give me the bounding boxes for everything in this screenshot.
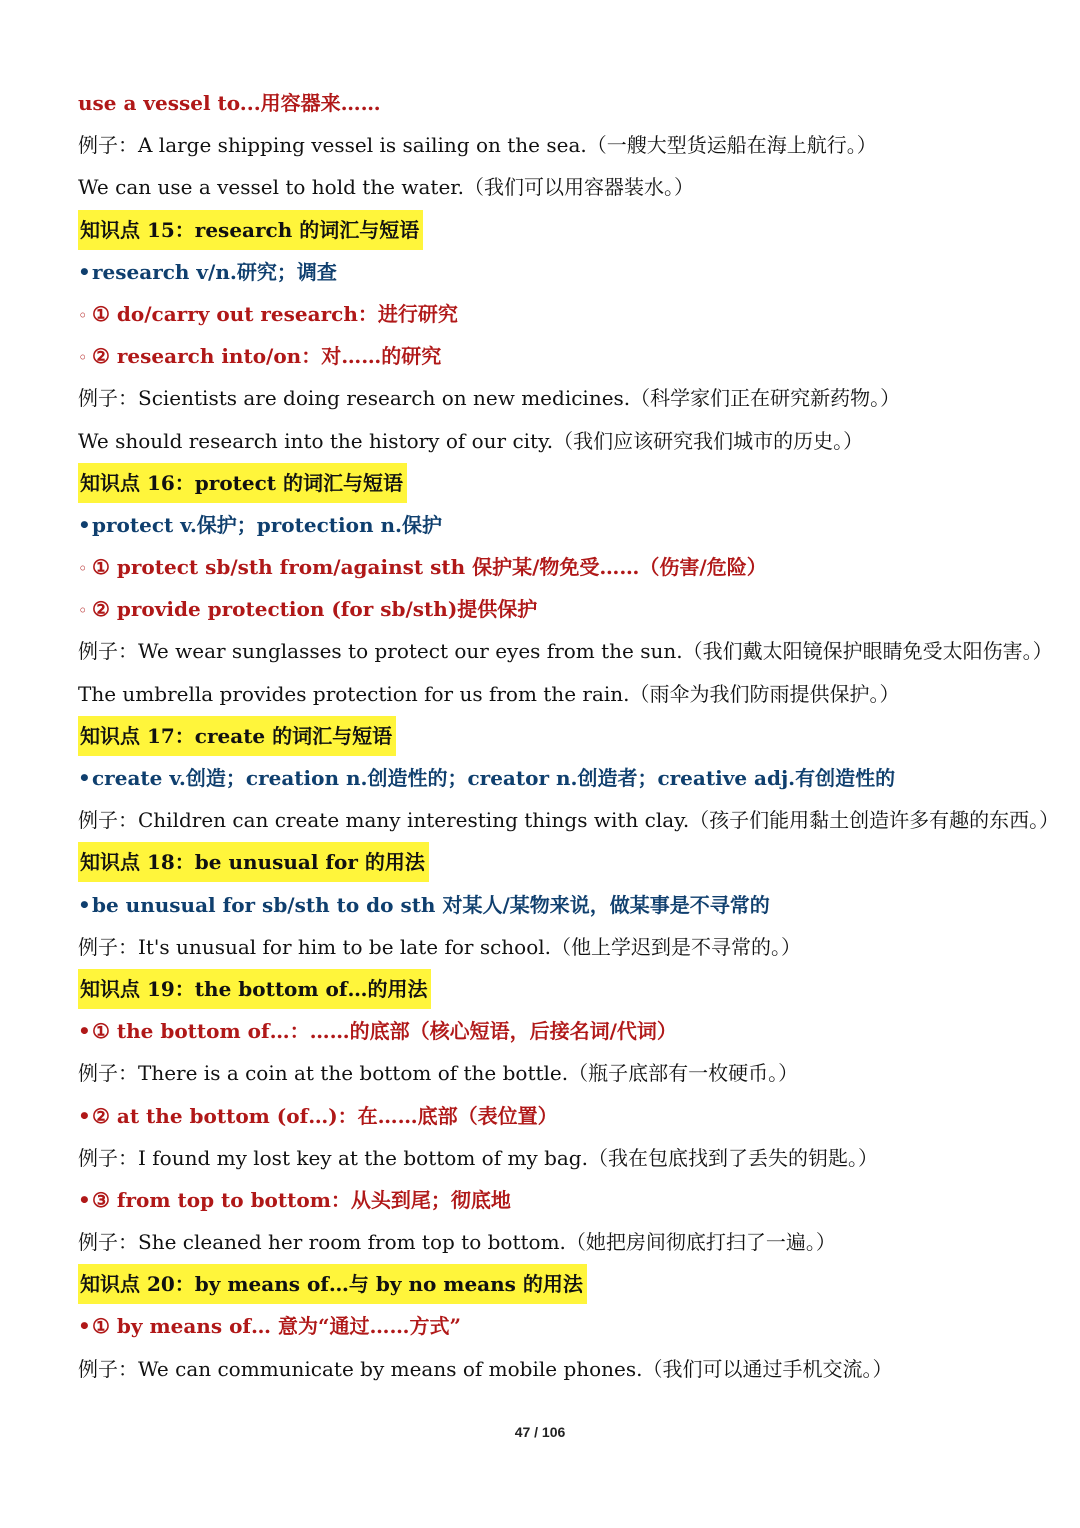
dot-bullet-icon: •	[78, 766, 91, 790]
line-text: protect v.保护；protection n.保护	[92, 512, 442, 537]
dot-bullet-icon: •	[78, 892, 91, 917]
section-heading	[78, 715, 1038, 757]
line-text: ② research into/on：对……的研究	[92, 344, 442, 369]
example-line	[78, 420, 1038, 462]
example-line	[78, 124, 1038, 166]
phrase-line	[78, 82, 1038, 124]
example-line	[78, 630, 1053, 672]
line-text: 例子：There is a coin at the bottom of the bottle.（瓶子底部有一枚硬币。）	[78, 1061, 799, 1086]
example-line	[78, 1052, 1038, 1094]
line-text: ② provide protection (for sb/sth)提供保护	[92, 597, 538, 622]
section-heading	[78, 209, 1038, 251]
example-line	[78, 1348, 1038, 1390]
line-text: 例子：Children can create many interesting things with clay.（孩子们能用黏土创造许多有趣的东西。）	[78, 808, 1060, 833]
dot-bullet-icon: •	[78, 1314, 91, 1339]
line-text: use a vessel to...用容器来……	[78, 91, 381, 115]
highlighted-heading-text: 知识点 17：create 的词汇与短语	[78, 716, 396, 756]
highlighted-heading-text: 知识点 18：be unusual for 的用法	[78, 842, 429, 882]
example-line	[78, 673, 1038, 715]
line-text: We can use a vessel to hold the water.（我们可以用容器装水。）	[78, 175, 695, 200]
circle-bullet-icon: ◦	[78, 305, 88, 325]
example-line	[78, 1137, 1038, 1179]
section-heading	[78, 462, 1038, 504]
example-line	[78, 377, 1038, 419]
phrase-line	[78, 293, 1038, 335]
highlighted-heading-text: 知识点 19：the bottom of…的用法	[78, 969, 431, 1009]
vocab-line	[78, 251, 1038, 293]
highlighted-heading-text: 知识点 15：research 的词汇与短语	[78, 210, 423, 250]
line-text: ② at the bottom (of…)：在……底部（表位置）	[92, 1103, 558, 1128]
dot-bullet-icon: •	[78, 1187, 91, 1212]
circle-bullet-icon: ◦	[78, 559, 88, 579]
line-text: ① do/carry out research：进行研究	[92, 301, 458, 326]
line-text: 例子：It's unusual for him to be late for school.（他上学迟到是不寻常的。）	[78, 934, 802, 959]
dot-bullet-icon: •	[78, 1019, 91, 1044]
dot-bullet-icon: •	[78, 1103, 91, 1128]
line-text: 例子：A large shipping vessel is sailing on the sea.（一艘大型货运船在海上航行。）	[78, 133, 877, 158]
line-text: ① protect sb/sth from/against sth 保护某/物免受……（伤害/危险）	[92, 555, 767, 580]
section-heading	[78, 841, 1038, 883]
section-heading	[78, 968, 1038, 1010]
line-text: ① by means of… 意为“通过……方式”	[92, 1314, 461, 1339]
line-text: The umbrella provides protection for us from the rain.（雨伞为我们防雨提供保护。）	[78, 681, 900, 706]
page-number: 47 / 106	[514, 1424, 566, 1440]
document-page	[78, 82, 1060, 1390]
phrase-line	[78, 1095, 1038, 1137]
dot-bullet-icon: •	[78, 259, 91, 284]
line-text: We should research into the history of our city.（我们应该研究我们城市的历史。）	[78, 428, 864, 453]
phrase-line	[78, 1010, 1038, 1052]
line-text: be unusual for sb/sth to do sth 对某人/某物来说，做某事是不寻常的	[92, 892, 770, 917]
line-text: 例子：I found my lost key at the bottom of my bag.（我在包底找到了丢失的钥匙。）	[78, 1145, 878, 1170]
vocab-line	[78, 884, 1038, 926]
circle-bullet-icon: ◦	[78, 348, 88, 368]
vocab-line	[78, 757, 1038, 799]
example-line	[78, 1221, 1038, 1263]
vocab-line	[78, 504, 1038, 546]
phrase-line	[78, 335, 1038, 377]
line-text: ③ from top to bottom：从头到尾；彻底地	[92, 1187, 511, 1212]
circle-bullet-icon: ◦	[78, 601, 88, 621]
line-text: 例子：She cleaned her room from top to bottom.（她把房间彻底打扫了一遍。）	[78, 1230, 836, 1255]
highlighted-heading-text: 知识点 16：protect 的词汇与短语	[78, 463, 407, 503]
phrase-line	[78, 1305, 1038, 1347]
line-text: 例子：We wear sunglasses to protect our eyes from the sun.（我们戴太阳镜保护眼睛免受太阳伤害。）	[78, 639, 1053, 664]
line-text: create v.创造；creation n.创造性的；creator n.创造者；creative adj.有创造性的	[92, 766, 896, 790]
line-text: ① the bottom of…：……的底部（核心短语，后接名词/代词）	[92, 1019, 677, 1044]
line-text: 例子：We can communicate by means of mobile phones.（我们可以通过手机交流。）	[78, 1356, 893, 1381]
dot-bullet-icon: •	[78, 512, 91, 537]
example-line	[78, 926, 1038, 968]
section-heading	[78, 1263, 1038, 1305]
example-line	[78, 166, 1038, 208]
phrase-line	[78, 588, 1038, 630]
highlighted-heading-text: 知识点 20：by means of…与 by no means 的用法	[78, 1264, 587, 1304]
phrase-line	[78, 1179, 1038, 1221]
example-line	[78, 799, 1060, 841]
line-text: 例子：Scientists are doing research on new medicines.（科学家们正在研究新药物。）	[78, 386, 901, 411]
line-text: research v/n.研究；调查	[92, 259, 337, 284]
phrase-line	[78, 546, 1038, 588]
